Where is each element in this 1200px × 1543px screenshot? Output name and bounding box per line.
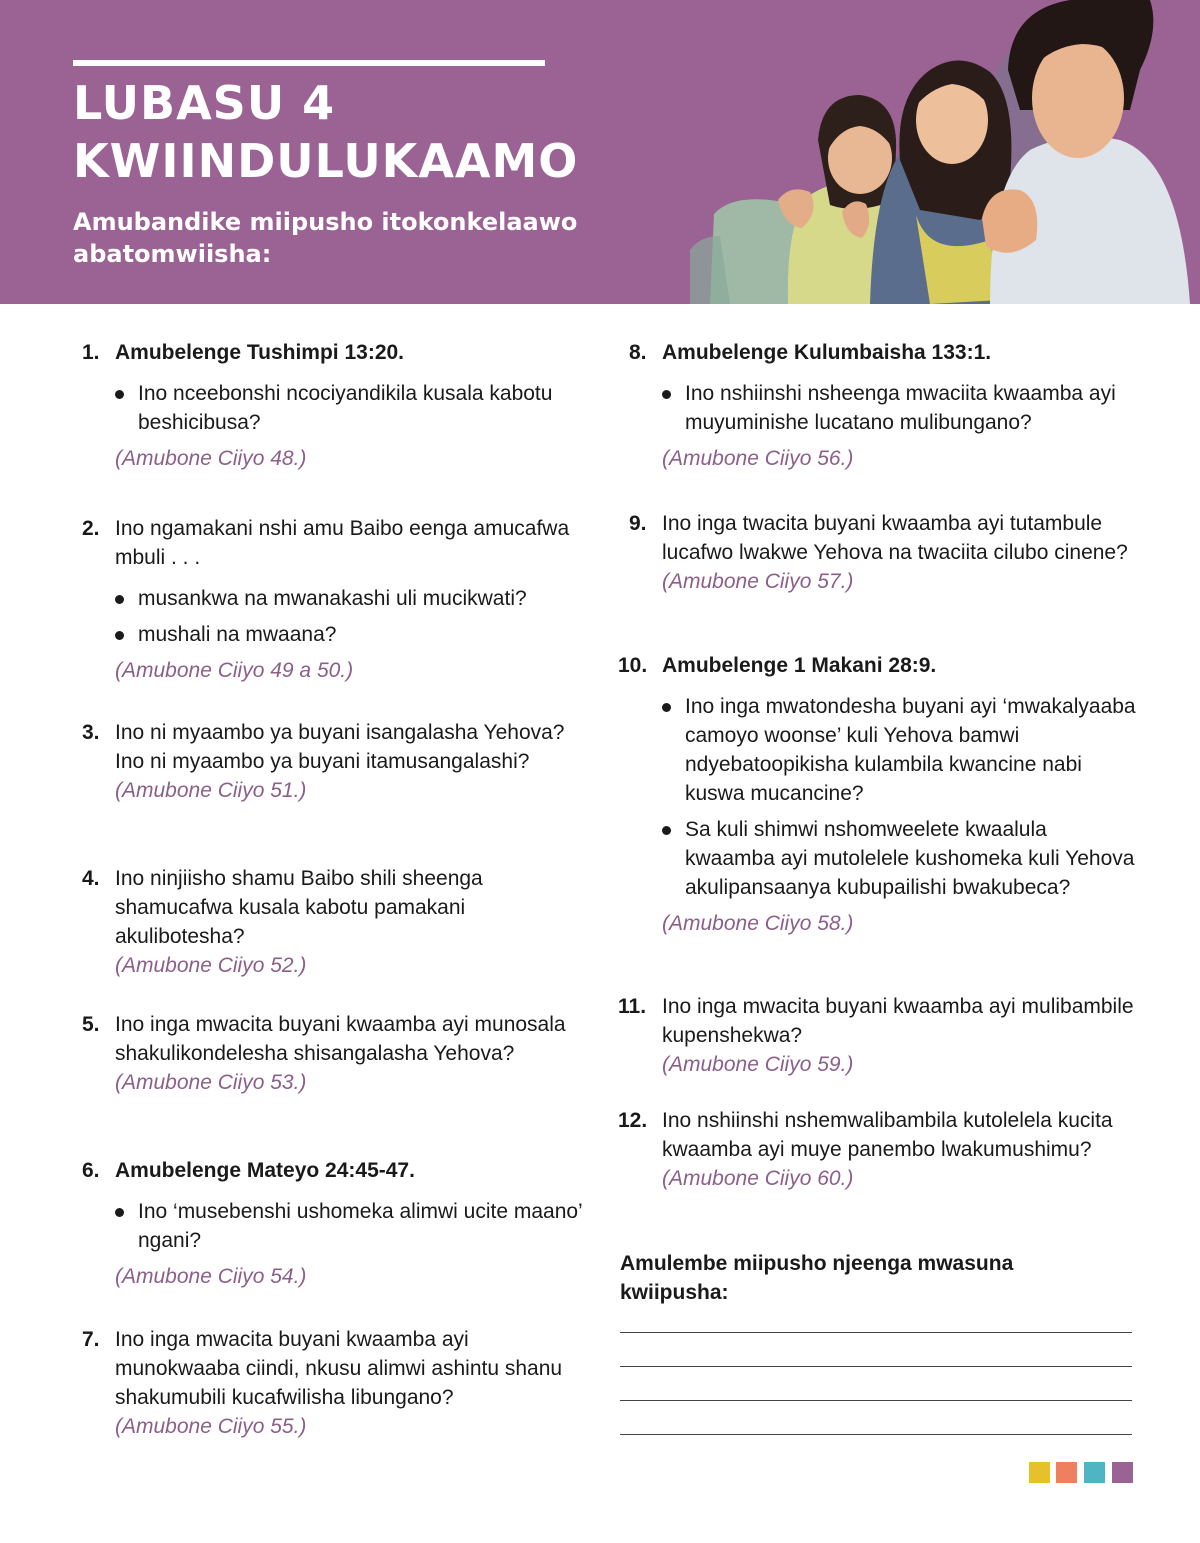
question-label: Ino inga mwacita buyani kwaamba ayi mulibambile kupenshekwa? — [662, 995, 1134, 1047]
writing-line — [620, 1366, 1132, 1367]
bullet-text: Ino inga mwatondesha buyani ayi ‘mwakalyaaba camoyo woonse’ kuli Yehova bamwi ndyebatoopikisha kulambila kwancine nabi kuswa mucancine? — [685, 695, 1136, 805]
question-label: Amubelenge Kulumbaisha 133:1. — [662, 341, 992, 364]
lesson-reference: (Amubone Ciiyo 57.) — [662, 570, 854, 593]
bullet-list — [618, 379, 1138, 437]
bullet-list — [82, 379, 592, 437]
question-label: Ino ni myaambo ya buyani isangalasha Yehova? Ino ni myaambo ya buyani itamusangalashi? — [115, 721, 565, 773]
question-number: 7. — [82, 1328, 100, 1351]
question-9-block — [618, 509, 1138, 596]
question-10 — [618, 651, 1138, 938]
page-header — [0, 0, 1200, 304]
bullet-list — [618, 692, 1138, 902]
bullet-text: Ino ‘musebenshi ushomeka alimwi ucite maano’ ngani? — [138, 1200, 582, 1252]
question-number: 11. — [618, 995, 647, 1018]
bullet-icon — [115, 1208, 124, 1217]
question-4 — [82, 864, 592, 980]
question-label: Ino ngamakani nshi amu Baibo eenga amucafwa mbuli . . . — [115, 517, 570, 569]
question-text — [618, 992, 1138, 1050]
lesson-reference: (Amubone Ciiyo 59.) — [662, 1053, 854, 1076]
question-text — [82, 1325, 592, 1412]
writing-line — [620, 1332, 1132, 1333]
question-text — [618, 651, 1138, 680]
lesson-reference: (Amubone Ciiyo 49 a 50.) — [115, 659, 354, 682]
bullet-item — [115, 379, 592, 437]
title-line-2: KWIINDULUKAAMO — [73, 134, 579, 188]
question-text — [82, 864, 592, 951]
family-praying-illustration — [690, 0, 1200, 304]
bullet-item — [662, 692, 1138, 808]
question-12 — [618, 1106, 1138, 1193]
bullet-list — [82, 1197, 592, 1255]
lesson-reference: (Amubone Ciiyo 56.) — [662, 447, 854, 470]
question-label: Amubelenge 1 Makani 28:9. — [662, 654, 937, 677]
question-text — [618, 509, 1138, 567]
bullet-list — [82, 584, 592, 649]
question-6 — [82, 1156, 592, 1291]
question-text — [82, 338, 592, 367]
bullet-text: Sa kuli shimwi nshomweelete kwaalula kwaamba ayi mutolelele kushomeka kuli Yehova akulipansaanya kubupailishi bwakubeca? — [685, 818, 1135, 899]
header-rule — [73, 60, 545, 66]
question-label: Ino nshiinshi nshemwalibambila kutolelela kucita kwaamba ayi muye panembo lwakumushimu? — [662, 1109, 1113, 1161]
question-label: Amubelenge Tushimpi 13:20. — [115, 341, 405, 364]
bullet-text: mushali na mwaana? — [138, 623, 337, 646]
question-1 — [82, 338, 592, 473]
question-5 — [82, 1010, 592, 1097]
question-3-block — [82, 718, 592, 805]
question-2-block — [82, 514, 592, 685]
question-number: 9. — [629, 512, 647, 535]
question-label: Ino inga twacita buyani kwaamba ayi tutambule lucafwo lwakwe Yehova na twaciita cilubo cinene? — [662, 512, 1128, 564]
bullet-item — [115, 1197, 592, 1255]
question-number: 6. — [82, 1159, 100, 1182]
question-7-block — [82, 1325, 592, 1441]
writing-line — [620, 1400, 1132, 1401]
lesson-reference: (Amubone Ciiyo 60.) — [662, 1167, 854, 1190]
questions-left-column — [82, 338, 592, 473]
question-label: Ino inga mwacita buyani kwaamba ayi munokwaaba ciindi, nkusu alimwi ashintu shanu shakumubili kucafwilisha libungano? — [115, 1328, 563, 1409]
bullet-text: musankwa na mwanakashi uli mucikwati? — [138, 587, 527, 610]
lesson-reference: (Amubone Ciiyo 55.) — [115, 1415, 307, 1438]
write-questions-prompt: Amulembe miipusho njeenga mwasuna kwiipusha: — [620, 1252, 1014, 1304]
question-number: 2. — [82, 517, 100, 540]
question-text — [618, 1106, 1138, 1164]
lesson-reference: (Amubone Ciiyo 52.) — [115, 954, 307, 977]
question-number: 8. — [629, 341, 647, 364]
question-text — [82, 718, 592, 776]
title-line-1: LUBASU 4 — [73, 76, 336, 130]
bullet-item — [115, 620, 592, 649]
question-label: Amubelenge Mateyo 24:45-47. — [115, 1159, 415, 1182]
question-6-block — [82, 1156, 592, 1291]
question-9 — [618, 509, 1138, 596]
lesson-reference: (Amubone Ciiyo 48.) — [115, 447, 307, 470]
question-number: 12. — [618, 1109, 648, 1132]
question-7 — [82, 1325, 592, 1441]
lesson-reference: (Amubone Ciiyo 54.) — [115, 1265, 307, 1288]
question-11-block — [618, 992, 1138, 1079]
question-11 — [618, 992, 1138, 1079]
lesson-reference: (Amubone Ciiyo 53.) — [115, 1071, 307, 1094]
bullet-item — [662, 815, 1138, 902]
bullet-icon — [662, 703, 671, 712]
accent-square-orange — [1056, 1462, 1077, 1483]
question-number: 4. — [82, 867, 100, 890]
bullet-item — [662, 379, 1138, 437]
bullet-icon — [662, 390, 671, 399]
question-8 — [618, 338, 1138, 473]
question-8-block — [618, 338, 1138, 473]
question-10-block — [618, 651, 1138, 938]
question-text — [618, 338, 1138, 367]
page-title — [73, 74, 578, 190]
question-number: 1. — [82, 341, 100, 364]
lesson-reference: (Amubone Ciiyo 51.) — [115, 779, 307, 802]
question-text — [82, 1156, 592, 1185]
bullet-icon — [115, 390, 124, 399]
page-subtitle: Amubandike miipusho itokonkelaawo abatomwiisha: — [73, 208, 578, 268]
question-label: Ino ninjiisho shamu Baibo shili sheenga shamucafwa kusala kabotu pamakani akulibotesha? — [115, 867, 483, 948]
question-4-block — [82, 864, 592, 980]
accent-square-yellow — [1029, 1462, 1050, 1483]
bullet-icon — [115, 631, 124, 640]
question-label: Ino inga mwacita buyani kwaamba ayi munosala shakulikondelesha shisangalasha Yehova? — [115, 1013, 566, 1065]
bullet-item — [115, 584, 592, 613]
writing-line — [620, 1434, 1132, 1435]
question-text — [82, 1010, 592, 1068]
question-number: 10. — [618, 654, 648, 677]
lesson-reference: (Amubone Ciiyo 58.) — [662, 912, 854, 935]
bullet-icon — [662, 826, 671, 835]
accent-square-purple — [1112, 1462, 1133, 1483]
bullet-text: Ino nceebonshi ncociyandikila kusala kabotu beshicibusa? — [138, 382, 553, 434]
question-5-block — [82, 1010, 592, 1097]
bullet-text: Ino nshiinshi nsheenga mwaciita kwaamba ayi muyuminishe lucatano mulibungano? — [685, 382, 1116, 434]
question-number: 5. — [82, 1013, 100, 1036]
question-12-block — [618, 1106, 1138, 1193]
question-text — [82, 514, 592, 572]
bullet-icon — [115, 595, 124, 604]
question-2 — [82, 514, 592, 685]
question-3 — [82, 718, 592, 805]
question-number: 3. — [82, 721, 100, 744]
accent-square-teal — [1084, 1462, 1105, 1483]
